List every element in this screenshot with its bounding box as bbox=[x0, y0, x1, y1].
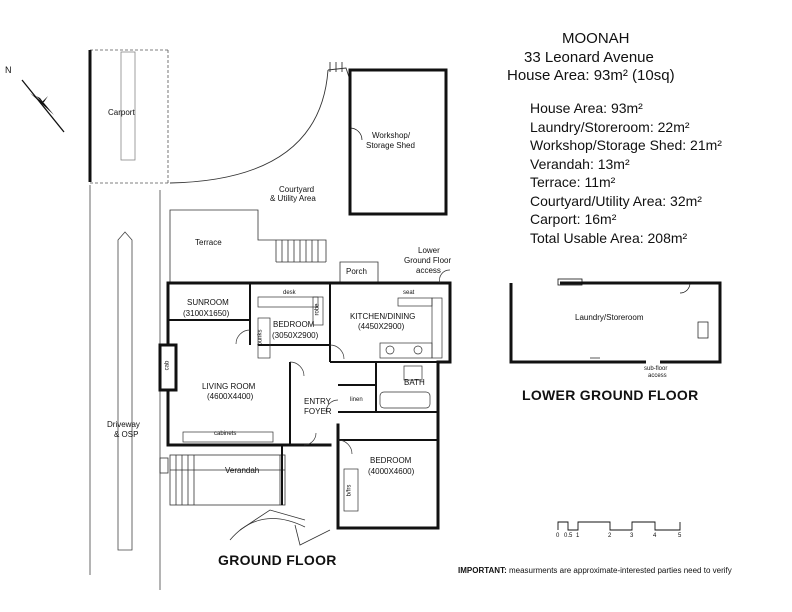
foyer-label: FOYER bbox=[304, 407, 332, 416]
lgf-access-label-3: access bbox=[416, 266, 441, 275]
entry-label: ENTRY bbox=[304, 397, 331, 406]
scale-bar bbox=[558, 522, 680, 530]
bedroom-2-label: BEDROOM bbox=[370, 456, 412, 465]
lgf-access-label: Lower bbox=[418, 246, 440, 255]
disclaimer-important: IMPORTANT: bbox=[458, 566, 507, 575]
bath-label: BATH bbox=[404, 378, 425, 387]
area-item: Terrace: 11m² bbox=[530, 174, 616, 190]
courtyard-outline bbox=[170, 62, 350, 183]
bedroom-2-dimensions: (4000X4600) bbox=[368, 467, 415, 476]
bifrs-label: b/frs bbox=[346, 484, 353, 497]
courtyard-label-2: & Utility Area bbox=[270, 194, 316, 203]
laundry-label: Laundry/Storeroom bbox=[575, 313, 644, 322]
lower-ground-floor-title: LOWER GROUND FLOOR bbox=[522, 387, 699, 403]
linen-label: linen bbox=[350, 397, 363, 403]
ground-floor-title: GROUND FLOOR bbox=[218, 552, 337, 568]
living-room-label: LIVING ROOM bbox=[202, 382, 256, 391]
verandah-label: Verandah bbox=[225, 466, 260, 475]
area-item: Laundry/Storeroom: 22m² bbox=[530, 119, 690, 135]
sunroom-label: SUNROOM bbox=[187, 298, 229, 307]
scale-tick: 2 bbox=[608, 533, 612, 539]
area-item: Verandah: 13m² bbox=[530, 156, 630, 172]
cabinets-label: cabinets bbox=[214, 431, 237, 437]
terrace-label: Terrace bbox=[195, 238, 222, 247]
bedroom-dimensions: (3050X2900) bbox=[272, 331, 319, 340]
driveway-outline bbox=[90, 185, 160, 590]
house-area-title: House Area: 93m² (10sq) bbox=[507, 67, 675, 84]
subfloor-label-2: access bbox=[648, 373, 667, 379]
porch-label: Porch bbox=[346, 267, 367, 276]
seat-label: seat bbox=[403, 290, 415, 296]
cab-label: cab bbox=[164, 360, 171, 371]
workshop-label-2: Storage Shed bbox=[366, 141, 415, 150]
north-label: N bbox=[5, 65, 12, 75]
area-item: Courtyard/Utility Area: 32m² bbox=[530, 193, 702, 209]
lgf-access-label-2: Ground Floor bbox=[404, 256, 452, 265]
address-title: 33 Leonard Avenue bbox=[524, 49, 654, 66]
workshop-label: Workshop/ bbox=[372, 131, 411, 140]
area-item: Total Usable Area: 208m² bbox=[530, 230, 688, 246]
desk-label: desk bbox=[283, 290, 296, 296]
scale-tick: 0 bbox=[556, 533, 560, 539]
scale-tick: 4 bbox=[653, 533, 657, 539]
area-item: Workshop/Storage Shed: 21m² bbox=[530, 137, 722, 153]
disclaimer-text: measurments are approximate-interested parties need to verify bbox=[506, 566, 732, 575]
scale-tick: 3 bbox=[630, 533, 634, 539]
driveway-label-2: & OSP bbox=[114, 430, 139, 439]
kitchen-dimensions: (4450X2900) bbox=[358, 322, 405, 331]
disclaimer-note bbox=[458, 566, 732, 575]
suburb-title: MOONAH bbox=[562, 30, 630, 47]
robe-label: robe bbox=[314, 303, 321, 316]
bunks-label: bunks bbox=[257, 329, 264, 346]
courtyard-label: Courtyard bbox=[279, 185, 315, 194]
bedroom-label: BEDROOM bbox=[273, 320, 315, 329]
north-arrow-icon bbox=[22, 80, 64, 132]
living-room-dimensions: (4600X4400) bbox=[207, 392, 254, 401]
driveway-label: Driveway bbox=[107, 420, 140, 429]
area-item: Carport: 16m² bbox=[530, 211, 617, 227]
scale-tick: 0.5 bbox=[564, 533, 573, 539]
subfloor-label: sub-floor bbox=[644, 366, 668, 372]
kitchen-label: KITCHEN/DINING bbox=[350, 312, 416, 321]
scale-tick: 1 bbox=[576, 533, 580, 539]
sunroom-dimensions: (3100X1650) bbox=[183, 309, 230, 318]
carport-label: Carport bbox=[108, 108, 135, 117]
area-item: House Area: 93m² bbox=[530, 100, 643, 116]
scale-tick: 5 bbox=[678, 533, 682, 539]
